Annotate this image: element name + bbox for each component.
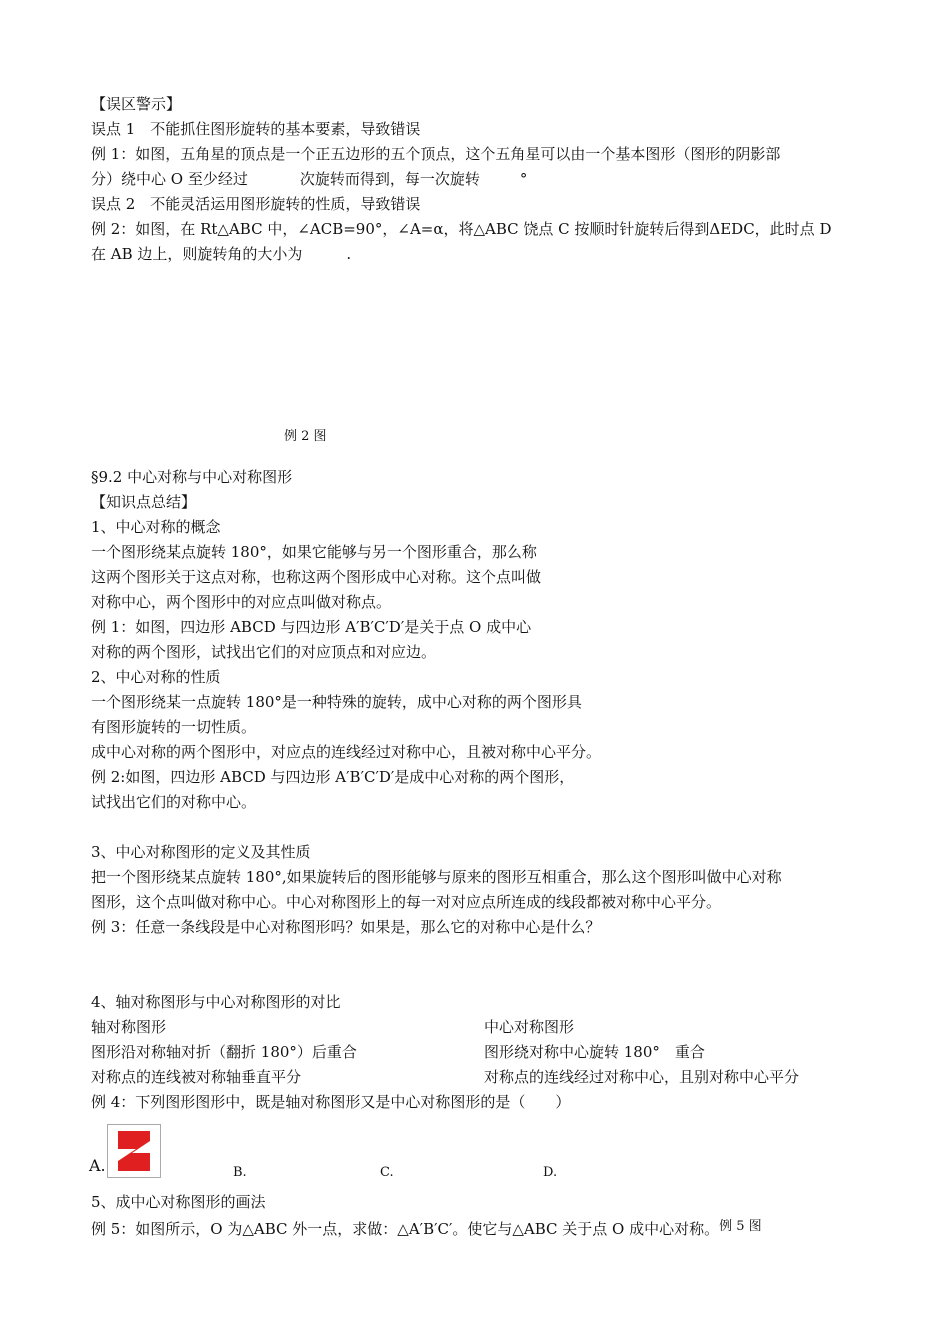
example-2-line-2	[91, 244, 351, 264]
figure-caption-ex5: 例 5 图	[719, 1219, 762, 1234]
k2-example-line-1: 例 2:如图，四边形 ABCD 与四边形 A′B′C′D′是成中心对称的两个图形，	[91, 768, 575, 786]
option-d-label: D.	[543, 1165, 558, 1180]
k1-line-1: 一个图形绕某点旋转 180°，如果它能够与另一个图形重合，那么称	[91, 543, 537, 561]
section-title: §9.2 中心对称与中心对称图形	[91, 468, 293, 486]
ex1-text-a: 分）绕中心 O 至少经过	[91, 170, 248, 188]
ex2-text-b: .	[346, 245, 352, 263]
k4-left-3: 对称点的连线被对称轴垂直平分	[91, 1068, 302, 1086]
k2-title: 2、中心对称的性质	[91, 668, 221, 686]
k4-right-1: 中心对称图形	[484, 1018, 575, 1036]
ex1-text-c: °	[519, 170, 528, 188]
section-header-warnings: 【误区警示】	[91, 95, 182, 113]
k4-right-3: 对称点的连线经过对称中心，且别对称中心平分	[484, 1068, 800, 1086]
k1-example-line-1: 例 1：如图，四边形 ABCD 与四边形 A′B′C′D′是关于点 O 成中心	[91, 618, 532, 636]
k5-title: 5、成中心对称图形的画法	[91, 1193, 266, 1211]
suzuki-logo-image	[107, 1124, 161, 1178]
error-point-2: 误点 2 不能灵活运用图形旋转的性质，导致错误	[91, 195, 421, 213]
k4-left-2: 图形沿对称轴对折（翻折 180°）后重合	[91, 1043, 357, 1061]
k4-example: 例 4：下列图形图形中，既是轴对称图形又是中心对称图形的是（ ）	[91, 1093, 571, 1111]
k2-line-1: 一个图形绕某一点旋转 180°是一种特殊的旋转，成中心对称的两个图形具	[91, 693, 582, 711]
ex1-text-b: 次旋转而得到，每一次旋转	[299, 170, 480, 188]
k5-example-text: 例 5：如图所示，O 为△ABC 外一点，求做：△A′B′C′。使它与△ABC 关于点 O 成中心对称。	[91, 1220, 720, 1238]
k3-title: 3、中心对称图形的定义及其性质	[91, 843, 311, 861]
k3-example: 例 3：任意一条线段是中心对称图形吗？如果是，那么它的对称中心是什么？	[91, 918, 601, 936]
k1-example-line-2: 对称的两个图形，试找出它们的对应顶点和对应边。	[91, 643, 437, 661]
k5-example	[91, 1217, 762, 1239]
k4-title: 4、轴对称图形与中心对称图形的对比	[91, 993, 341, 1011]
summary-header: 【知识点总结】	[91, 493, 197, 511]
option-c-label: C.	[380, 1165, 394, 1180]
k2-example-line-2: 试找出它们的对称中心。	[91, 793, 257, 811]
k3-line-2: 图形，这个点叫做对称中心。中心对称图形上的每一对对应点所连成的线段都被对称中心平分。	[91, 893, 722, 911]
k1-title: 1、中心对称的概念	[91, 518, 221, 536]
option-a-label: A.	[89, 1156, 106, 1175]
s-logo-icon	[108, 1125, 160, 1177]
k4-left-1: 轴对称图形	[91, 1018, 167, 1036]
error-point-1: 误点 1 不能抓住图形旋转的基本要素，导致错误	[91, 120, 421, 138]
k1-line-2: 这两个图形关于这点对称，也称这两个图形成中心对称。这个点叫做	[91, 568, 542, 586]
k4-right-2: 图形绕对称中心旋转 180° 重合	[484, 1043, 705, 1061]
k1-line-3: 对称中心，两个图形中的对应点叫做对称点。	[91, 593, 392, 611]
example-1-line-1: 例 1：如图，五角星的顶点是一个正五边形的五个顶点，这个五角星可以由一个基本图形（图形的阴影部	[91, 145, 781, 163]
option-b-label: B.	[233, 1165, 247, 1180]
k2-line-2: 有图形旋转的一切性质。	[91, 718, 257, 736]
k3-line-1: 把一个图形绕某点旋转 180°,如果旋转后的图形能够与原来的图形互相重合，那么这个图形叫做中心对称	[91, 868, 782, 886]
ex2-text-a: 在 AB 边上，则旋转角的大小为	[91, 245, 303, 263]
s-logo-shape	[118, 1131, 150, 1171]
example-1-line-2	[91, 169, 527, 189]
example-2-line-1: 例 2：如图，在 Rt△ABC 中，∠ACB=90°，∠A=α，将△ABC 饶点 C 按顺时针旋转后得到ΔEDC，此时点 D	[91, 220, 832, 238]
figure-caption-ex2: 例 2 图	[284, 429, 327, 444]
k2-line-3: 成中心对称的两个图形中，对应点的连线经过对称中心，且被对称中心平分。	[91, 743, 602, 761]
